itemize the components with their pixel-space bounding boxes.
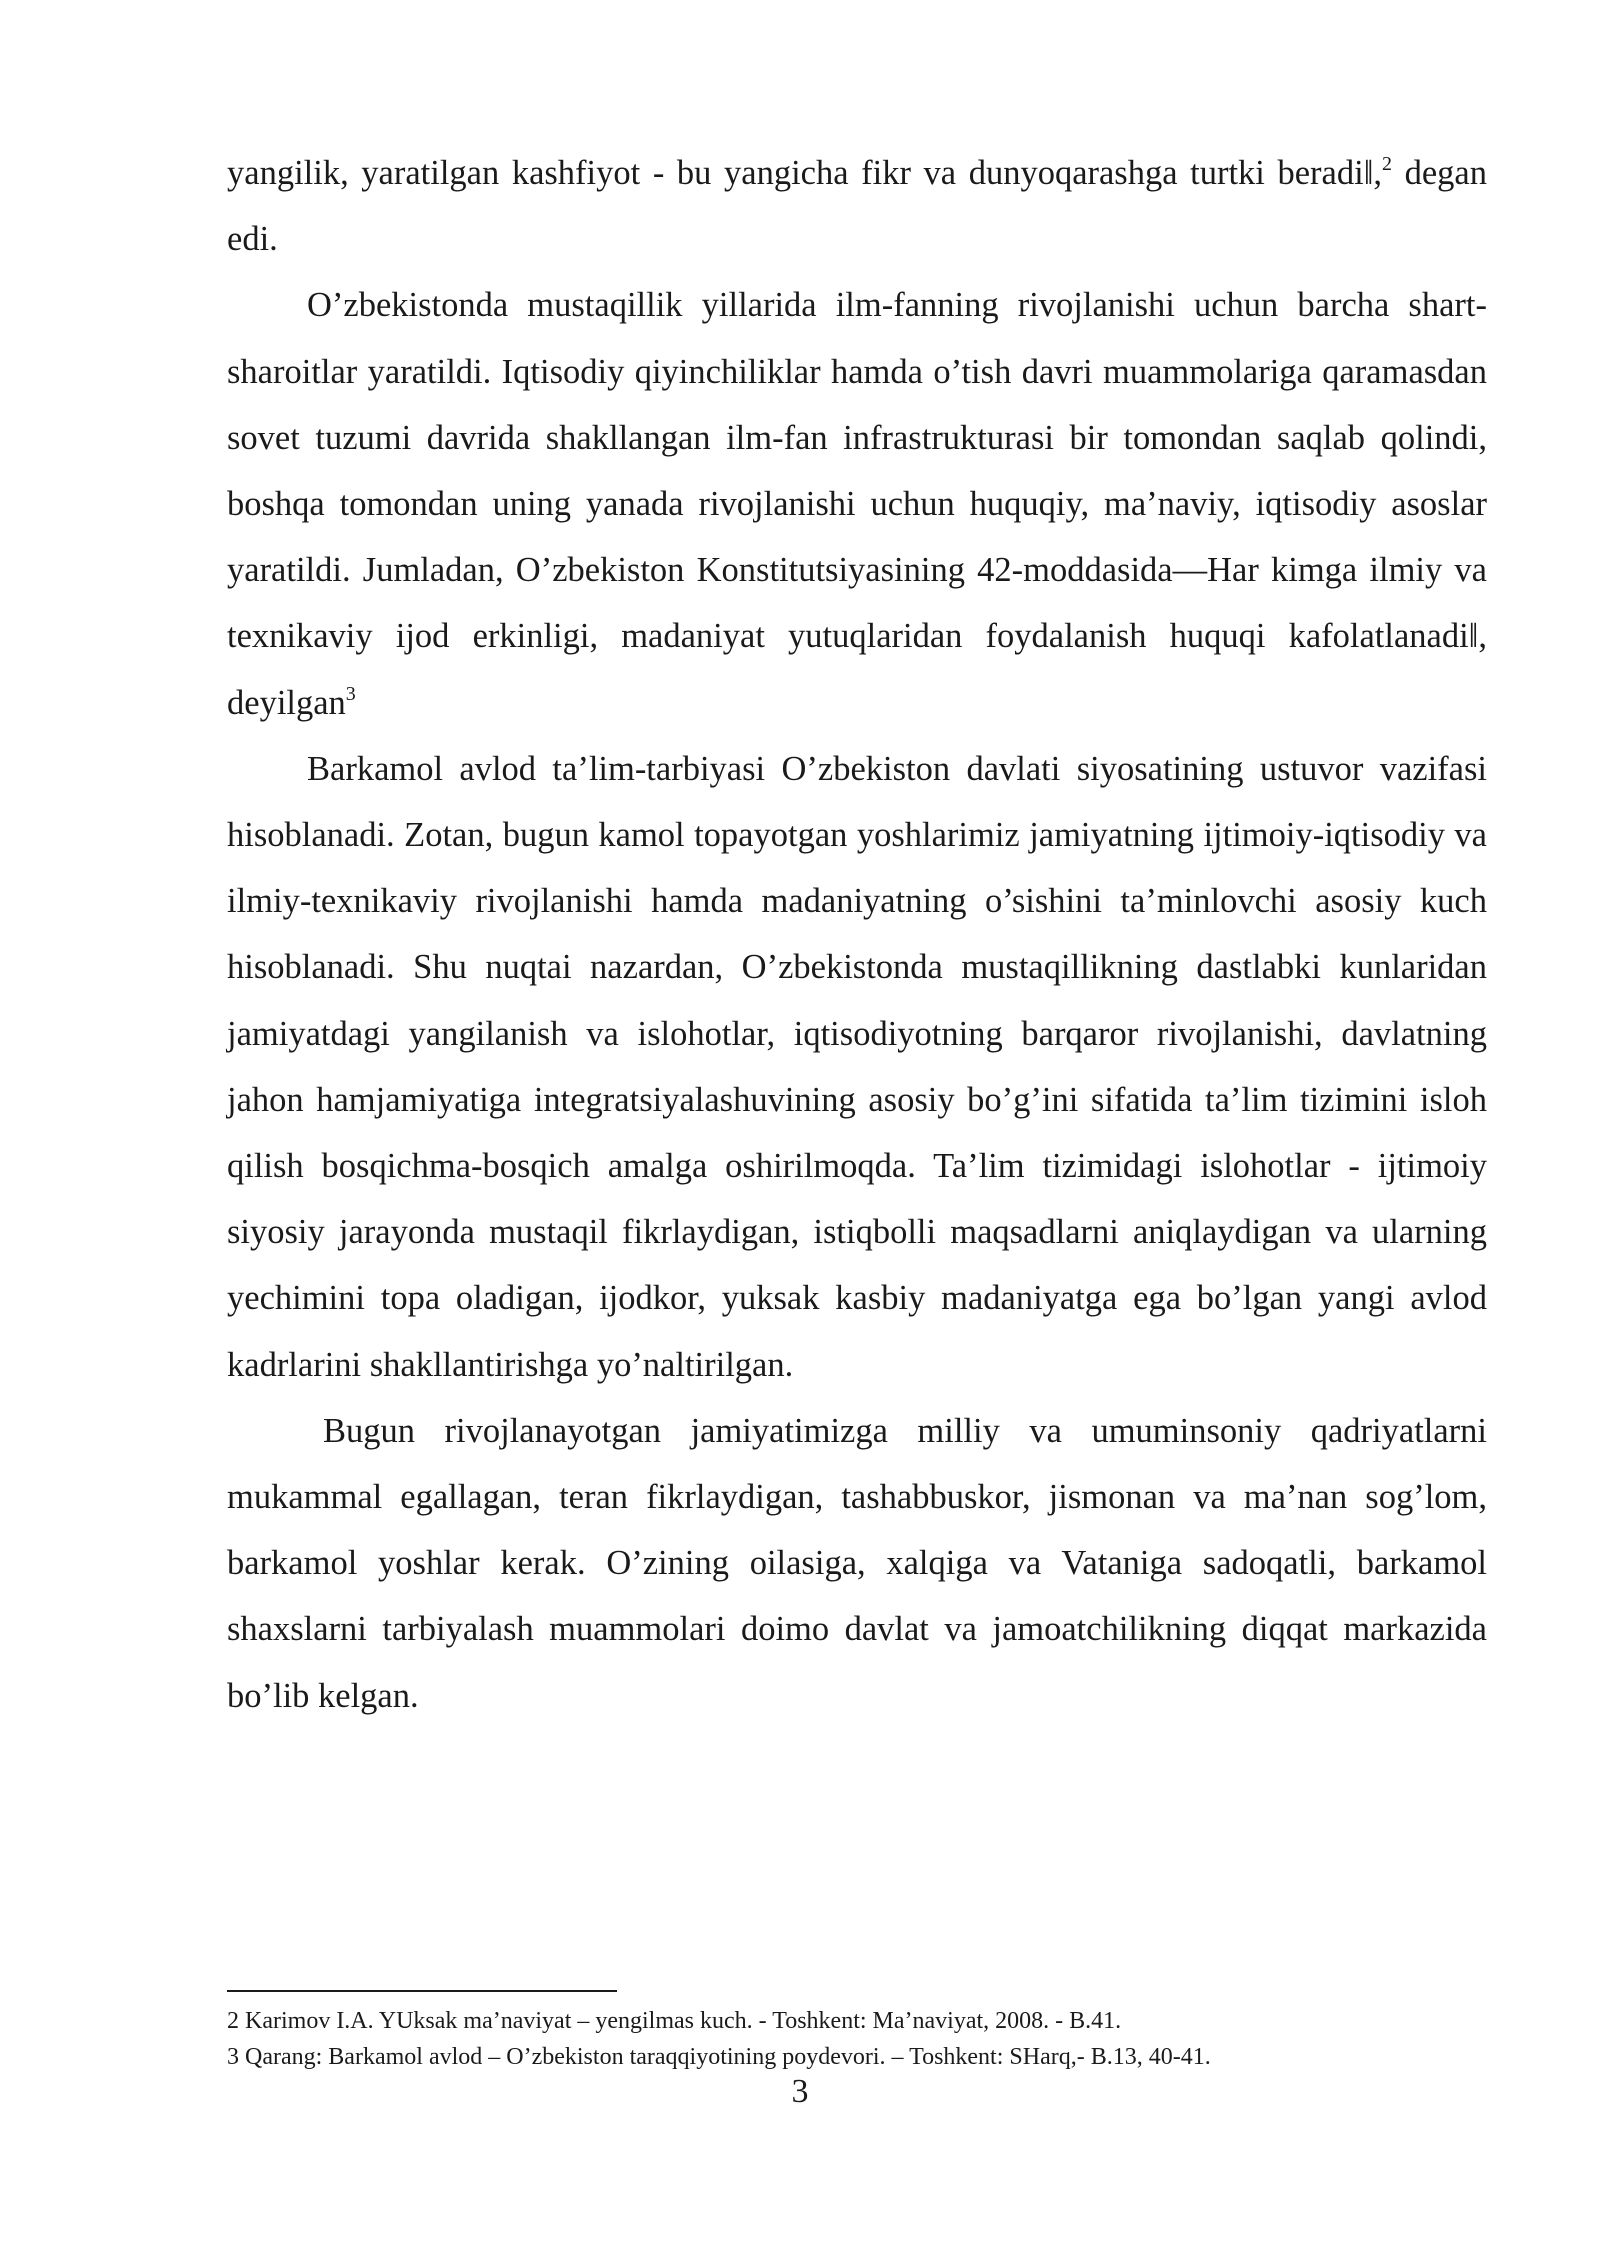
page-body bbox=[227, 140, 1487, 1729]
paragraph-text: yangilik, yaratilgan kashfiyot - bu yangicha fikr va dunyoqarashga turtki beradi‖, bbox=[227, 154, 1382, 192]
footnote-ref-2[interactable]: 2 bbox=[1382, 153, 1392, 175]
paragraph-tail: degan edi. bbox=[227, 154, 1487, 259]
page-number: 3 bbox=[791, 2073, 809, 2110]
paragraph-harmonious-youth: Bugun rivojlanayotgan jamiyatimizga milliy va umuminsoniy qadriyatlarni mukammal egallagan, teran fikrlaydigan, tashabbuskor, jismonan va ma’nan sog’lom, barkamol yoshlar kerak. O’zining oilasiga, xalqiga va Vataniga sadoqatli, barkamol shaxslarni tarbiyalash muammolari doimo davlat va jamoatchilikning diqqat markazida bo’lib kelgan. bbox=[227, 1411, 1487, 1715]
paragraph-text: O’zbekistonda mustaqillik yillarida ilm-fanning rivojlanishi uchun barcha shart-sharoitlar yaratildi. Iqtisodiy qiyinchiliklar hamda o’tish davri muammolariga qaramasdan sovet tuzumi davrida shakllangan ilm-fan infrastrukturasi bir tomondan saqlab qolindi, boshqa tomondan uning yanada rivojlanishi uchun huquqiy, ma’naviy, iqtisodiy asoslar yaratildi. Jumladan, O’zbekiston Konstitutsiyasining 42-moddasida―Har kimga ilmiy va texnikaviy ijod erkinligi, madaniyat yutuqlaridan foydalanish huquqi kafolatlanadi‖, deyilgan bbox=[227, 286, 1487, 722]
footnote-ref-3[interactable]: 3 bbox=[345, 682, 356, 705]
paragraph-science-development bbox=[227, 272, 1487, 735]
footnote-2: 2 Karimov I.A. YUksak ma’naviyat – yengilmas kuch. - Toshkent: Ma’naviyat, 2008. - B.41. bbox=[227, 2008, 1122, 2034]
paragraph-education-reform: Barkamol avlod ta’lim-tarbiyasi O’zbekiston davlati siyosatining ustuvor vazifasi hisoblanadi. Zotan, bugun kamol topayotgan yoshlarimiz jamiyatning ijtimoiy-iqtisodiy va ilmiy-texnikaviy rivojlanishi hamda madaniyatning o’sishini ta’minlovchi asosiy kuch hisoblanadi. Shu nuqtai nazardan, O’zbekistonda mustaqillikning dastlabki kunlaridan jamiyatdagi yangilanish va islohotlar, iqtisodiyotning barqaror rivojlanishi, davlatning jahon hamjamiyatiga integratsiyalashuvining asosiy bo’g’ini sifatida ta’lim tizimini isloh qilish bosqichma-bosqich amalga oshirilmoqda. Ta’lim tizimidagi islohotlar - ijtimoiy siyosiy jarayonda mustaqil fikrlaydigan, istiqbolli maqsadlarni aniqlaydigan va ularning yechimini topa oladigan, ijodkor, yuksak kasbiy madaniyatga ega bo’lgan yangi avlod kadrlarini shakllantirishga yo’naltirilgan. bbox=[227, 749, 1487, 1384]
footnote-separator bbox=[227, 1990, 617, 1992]
paragraph-quote-end bbox=[227, 140, 1487, 272]
footnote-3: 3 Qarang: Barkamol avlod – O’zbekiston taraqqiyotining poydevori. – Toshkent: SHarq,- B.13, 40-41. bbox=[227, 2044, 1211, 2070]
footnotes bbox=[227, 2003, 1487, 2075]
